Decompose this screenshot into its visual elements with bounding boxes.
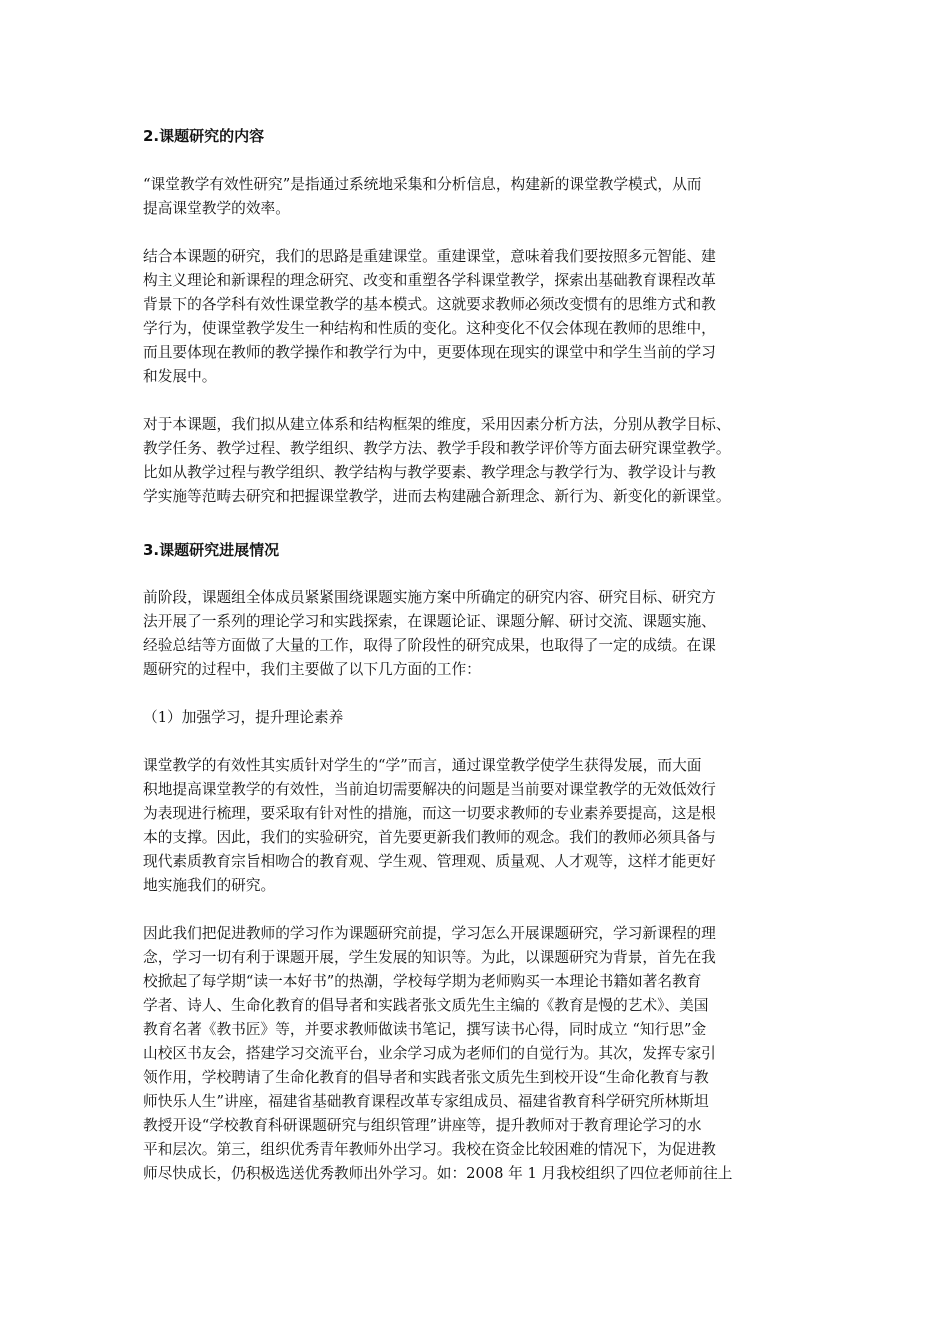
paragraph-effectiveness [143,754,813,898]
section-heading-3: 3.课题研究进展情况 [143,541,280,559]
text-line: 现代素质教育宗旨相吻合的教育观、学生观、管理观、质量观、人才观等，这样才能更好 [143,853,716,870]
paragraph-framework [143,413,813,509]
paragraph-approach [143,245,813,389]
paragraph-teacher-learning [143,922,813,1186]
text-line: 为表现进行梳理，要采取有针对性的措施，而这一切要求教师的专业素养要提高，这是根 [143,805,716,822]
text-line: “课堂教学有效性研究”是指通过系统地采集和分析信息，构建新的课堂教学模式，从而 [143,176,702,193]
text-line: 师尽快成长，仍积极选送优秀教师出外学习。如：2008 年 1 月我校组织了四位老师前往上 [143,1165,733,1182]
text-line: 地实施我们的研究。 [143,877,276,894]
text-line: 比如从教学过程与教学组织、教学结构与教学要素、教学理念与教学行为、教学设计与教 [143,464,716,481]
text-line: 教育名著《教书匠》等，并要求教师做读书笔记，撰写读书心得，同时成立 “知行思”金 [143,1021,707,1038]
text-line: 提高课堂教学的效率。 [143,200,290,217]
text-line: 课堂教学的有效性其实质针对学生的“学”而言，通过课堂教学使学生获得发展，而大面 [143,757,702,774]
text-line: 和发展中。 [143,368,217,385]
text-line: 念，学习一切有利于课题开展，学生发展的知识等。为此，以课题研究为背景，首先在我 [143,949,716,966]
text-line: 题研究的过程中，我们主要做了以下几方面的工作： [143,661,481,678]
text-line: 而且要体现在教师的教学操作和教学行为中，更要体现在现实的课堂中和学生当前的学习 [143,344,716,361]
text-line: 构主义理论和新课程的理念研究、改变和重塑各学科课堂教学，探索出基础教育课程改革 [143,272,716,289]
text-line: 平和层次。第三，组织优秀青年教师外出学习。我校在资金比较困难的情况下，为促进教 [143,1141,716,1158]
text-line: 校掀起了每学期“读一本好书”的热潮，学校每学期为老师购买一本理论书籍如著名教育 [143,973,702,990]
text-line: 积地提高课堂教学的有效性，当前迫切需要解决的问题是当前要对课堂教学的无效低效行 [143,781,716,798]
paragraph-progress [143,586,813,682]
text-line: 法开展了一系列的理论学习和实践探索，在课题论证、课题分解、研讨交流、课题实施、 [143,613,716,630]
section-heading-2: 2.课题研究的内容 [143,127,265,145]
text-line: 前阶段，课题组全体成员紧紧围绕课题实施方案中所确定的研究内容、研究目标、研究方 [143,589,716,606]
text-line: 学者、诗人、生命化教育的倡导者和实践者张文质先生主编的《教育是慢的艺术》、美国 [143,997,709,1014]
text-line: 本的支撑。因此，我们的实验研究，首先要更新我们教师的观念。我们的教师必须具备与 [143,829,716,846]
text-line: 山校区书友会，搭建学习交流平台，业余学习成为老师们的自觉行为。其次，发挥专家引 [143,1045,716,1062]
text-line: 对于本课题，我们拟从建立体系和结构框架的维度，采用因素分析方法，分别从教学目标、 [143,416,731,433]
subheading-strengthen-learning [143,706,813,730]
text-line: 背景下的各学科有效性课堂教学的基本模式。这就要求教师必须改变惯有的思维方式和教 [143,296,716,313]
text-line: 因此我们把促进教师的学习作为课题研究前提，学习怎么开展课题研究，学习新课程的理 [143,925,716,942]
text-line: 领作用，学校聘请了生命化教育的倡导者和实践者张文质先生到校开设“生命化教育与教 [143,1069,709,1086]
text-line: 师快乐人生”讲座，福建省基础教育课程改革专家组成员、福建省教育科学研究所林斯坦 [143,1093,709,1110]
text-line: 学实施等范畴去研究和把握课堂教学，进而去构建融合新理念、新行为、新变化的新课堂。 [143,488,731,505]
paragraph-definition [143,173,813,221]
text-line: （1）加强学习，提升理论素养 [143,709,344,726]
text-line: 学行为，使课堂教学发生一种结构和性质的变化。这种变化不仅会体现在教师的思维中， [143,320,716,337]
text-line: 教学任务、教学过程、教学组织、教学方法、教学手段和教学评价等方面去研究课堂教学。 [143,440,731,457]
text-line: 结合本课题的研究，我们的思路是重建课堂。重建课堂，意味着我们要按照多元智能、建 [143,248,716,265]
text-line: 经验总结等方面做了大量的工作，取得了阶段性的研究成果，也取得了一定的成绩。在课 [143,637,716,654]
text-line: 教授开设“学校教育科研课题研究与组织管理”讲座等，提升教师对于教育理论学习的水 [143,1117,702,1134]
